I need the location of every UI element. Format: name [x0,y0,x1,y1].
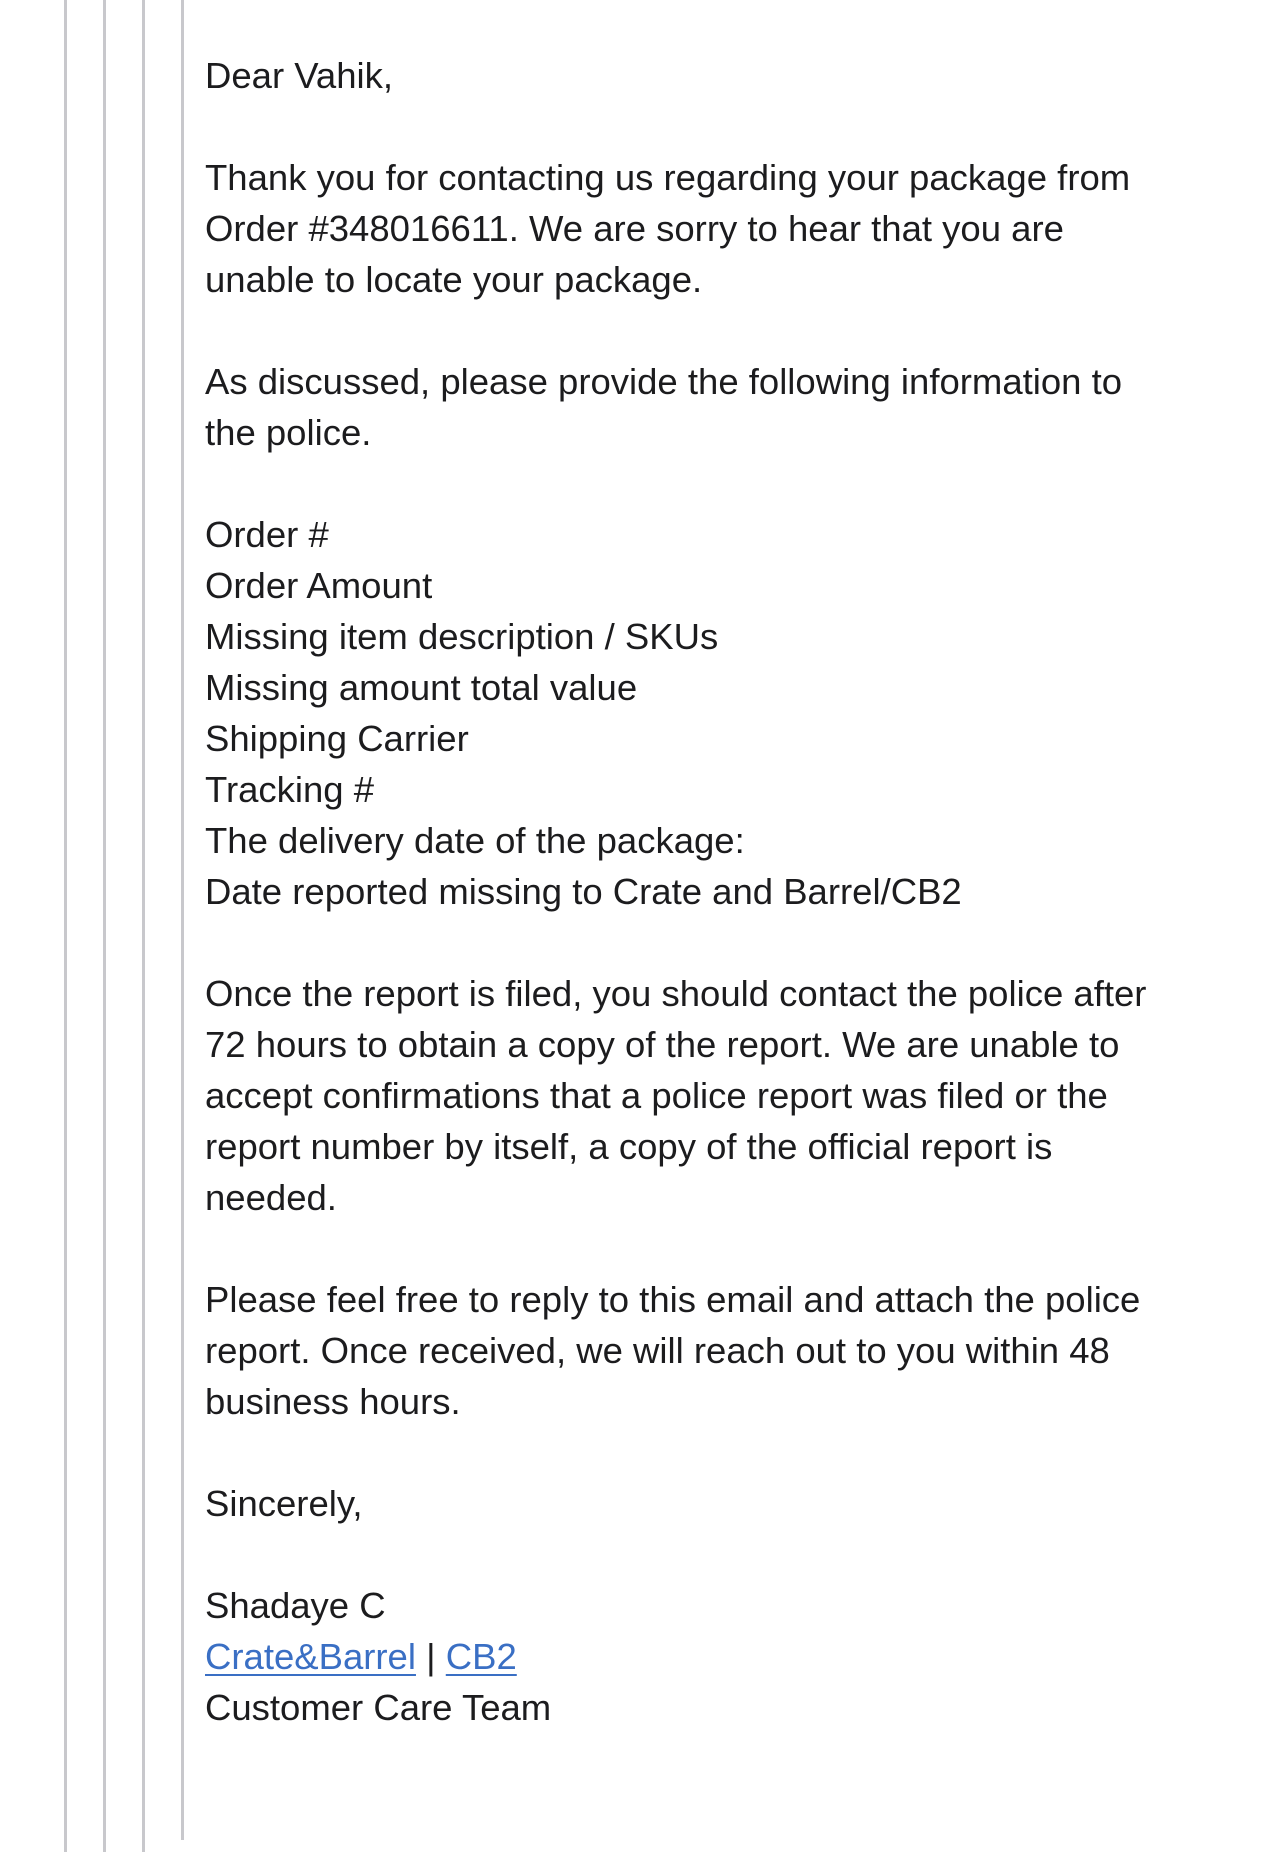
signature-team: Customer Care Team [205,1687,552,1728]
crate-and-barrel-link[interactable]: Crate&Barrel [205,1636,416,1677]
paragraph-police-info [205,356,1265,458]
signature-links [205,1631,1265,1682]
quote-level-bar-2 [103,0,106,1852]
signature [205,1580,1265,1733]
info-list [205,509,1265,917]
text-line: Order #348016611. We are sorry to hear that you are [205,208,1064,249]
text-line: needed. [205,1177,337,1218]
text-line: accept confirmations that a police report was filed or the [205,1075,1108,1116]
list-item: Missing amount total value [205,667,638,708]
list-item: The delivery date of the package: [205,820,745,861]
list-item: Shipping Carrier [205,718,469,759]
text-line: Once the report is filed, you should contact the police after [205,973,1147,1014]
quote-level-bar-4 [181,0,184,1840]
text-line: Please feel free to reply to this email and attach the police [205,1279,1141,1320]
email-body [205,50,1265,1733]
list-item: Tracking # [205,769,375,810]
text-line: 72 hours to obtain a copy of the report. We are unable to [205,1024,1120,1065]
text-line: Thank you for contacting us regarding your package from [205,157,1131,198]
text-line: business hours. [205,1381,461,1422]
paragraph-order-intro [205,152,1265,305]
paragraph-reply-instructions [205,1274,1265,1427]
text-line: unable to locate your package. [205,259,703,300]
greeting-text: Dear Vahik, [205,55,393,96]
closing-text: Sincerely, [205,1483,363,1524]
quote-level-bar-3 [142,0,145,1852]
list-item: Date reported missing to Crate and Barrel/CB2 [205,871,962,912]
paragraph-report-instructions [205,968,1265,1223]
closing [205,1478,1265,1529]
signature-name: Shadaye C [205,1585,386,1626]
list-item: Order Amount [205,565,433,606]
link-separator: | [426,1636,436,1677]
list-item: Missing item description / SKUs [205,616,719,657]
list-item: Order # [205,514,329,555]
quote-level-bar-1 [64,0,67,1852]
text-line: report. Once received, we will reach out to you within 48 [205,1330,1110,1371]
text-line: As discussed, please provide the following information to [205,361,1123,402]
greeting [205,50,1265,101]
cb2-link[interactable]: CB2 [445,1636,517,1677]
text-line: report number by itself, a copy of the official report is [205,1126,1053,1167]
text-line: the police. [205,412,372,453]
